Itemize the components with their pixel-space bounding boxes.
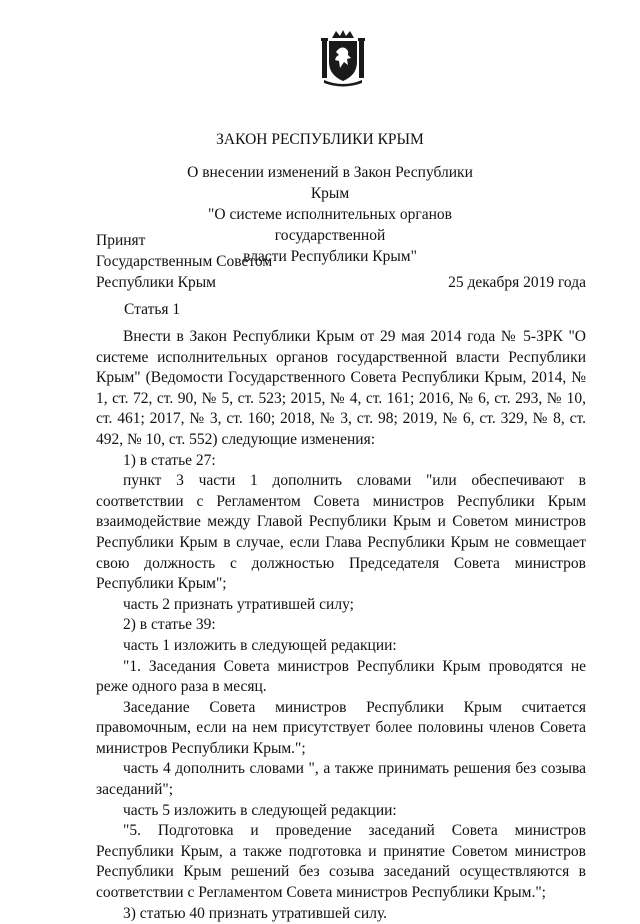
paragraph: Внести в Закон Республики Крым от 29 мая 2014 года № 5-ЗРК "О системе исполнительных органов государственной власти Республики Крым" (Ведомости Государственного Совета Республики Крым, 2014, № 1, ст. 72, ст. 90, № 5, ст. 523; 2015, № 4, ст. 161; 2016, № 6, ст. 293, № 10, ст. 461; 2017, № 3, ст. 160; 2018, № 3, ст. 98; 2019, № 6, ст. 329, № 8, ст. 492, № 10, ст. 552) следующие изменения:: [96, 328, 586, 448]
paragraph: часть 1 изложить в следующей редакции:: [123, 636, 397, 654]
paragraph: 2) в статье 39:: [123, 616, 216, 634]
paragraph: "5. Подготовка и проведение заседаний Совета министров Республики Крым, а также подготовка и принятие Советом министров Республики Крым решений без созыва заседаний осуществляются в соответствии с Регламентом Совета министров Республики Крым.";: [96, 822, 586, 902]
adoption-block: [96, 230, 272, 293]
adoption-line: Государственным Советом: [96, 253, 273, 270]
subtitle-line: власти Республики Крым": [243, 248, 417, 265]
document-title: ЗАКОН РЕСПУБЛИКИ КРЫМ: [216, 131, 424, 148]
paragraph: "1. Заседания Совета министров Республики Крым проводятся не реже одного раза в месяц.: [96, 657, 586, 696]
paragraph: часть 2 признать утратившей силу;: [123, 595, 354, 613]
subtitle-line: "О системе исполнительных органов государственной: [208, 206, 452, 244]
adoption-date: 25 декабря 2019 года: [448, 274, 586, 291]
crimea-coat-of-arms-icon: [318, 28, 368, 88]
paragraph: часть 5 изложить в следующей редакции:: [123, 801, 397, 819]
article-body: [96, 327, 586, 924]
article-heading: Статья 1: [124, 301, 181, 318]
paragraph: 1) в статье 27:: [123, 451, 216, 469]
paragraph: пункт 3 части 1 дополнить словами "или обеспечивают в соответствии с Регламентом Совета министров Республики Крым взаимодействие между Главой Республики Крым и Советом министров Республики Крым в случае, если Глава Республики Крым не совмещает свою должность с должностью Председателя Совета министров Республики Крым";: [96, 472, 586, 593]
adoption-line: Принят: [96, 232, 146, 249]
paragraph: Заседание Совета министров Республики Крым считается правомочным, если на нем присутствует более половины членов Совета министров Республики Крым.";: [96, 698, 586, 757]
paragraph: 3) статью 40 признать утратившей силу.: [123, 904, 388, 922]
paragraph: часть 4 дополнить словами ", а также принимать решения без созыва заседаний";: [96, 760, 586, 799]
adoption-line: Республики Крым: [96, 274, 216, 291]
subtitle-line: О внесении изменений в Закон Республики Крым: [187, 164, 473, 202]
